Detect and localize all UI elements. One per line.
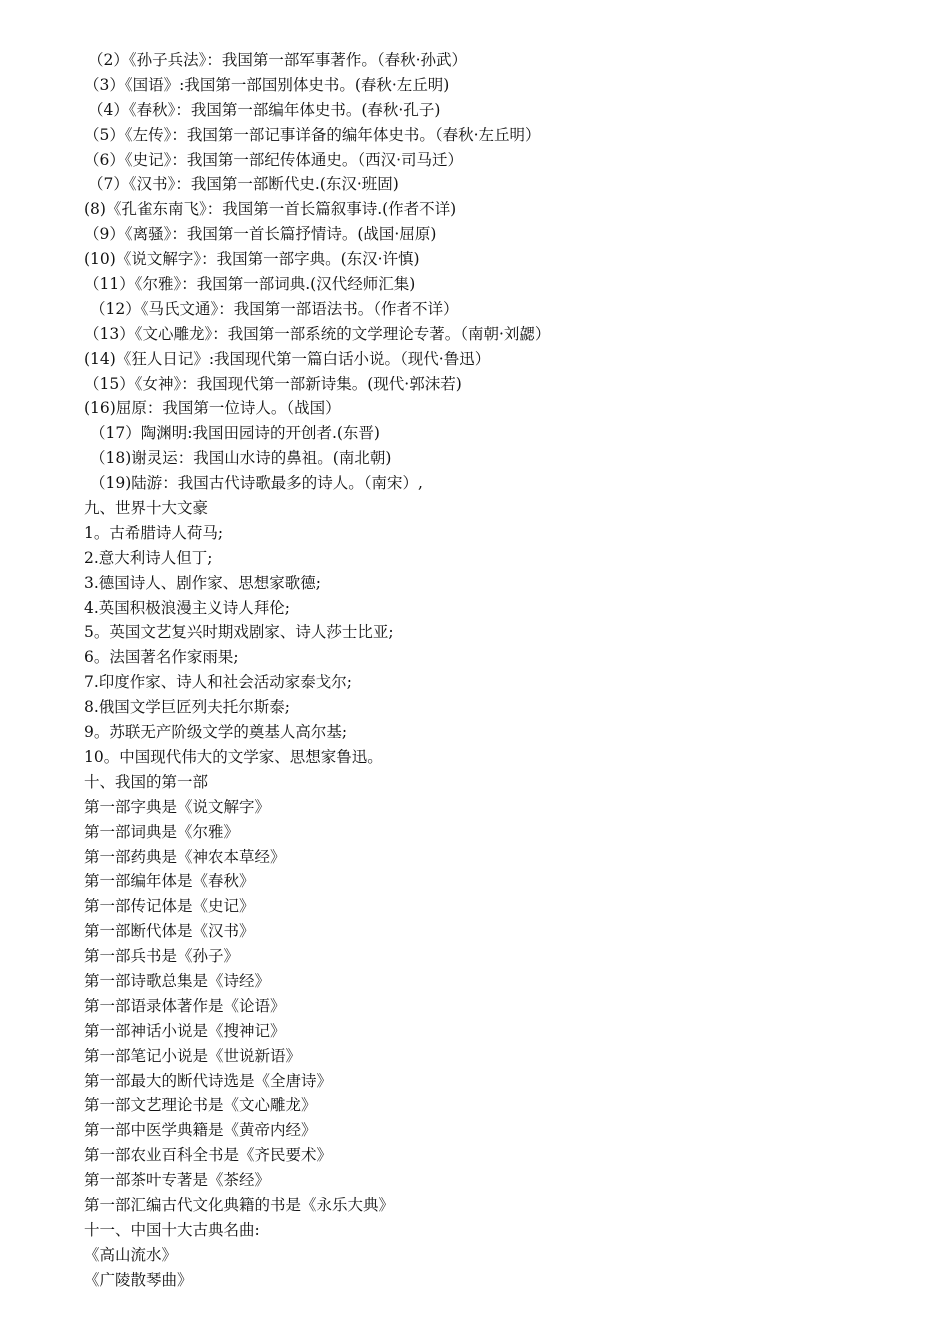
list-item: 第一部编年体是《春秋》 bbox=[84, 872, 255, 891]
list-item: 第一部语录体著作是《论语》 bbox=[84, 996, 286, 1015]
list-item: 第一部文艺理论书是《文心雕龙》 bbox=[84, 1096, 317, 1115]
list-item: （13）《文心雕龙》：我国第一部系统的文学理论专著。（南朝·刘勰） bbox=[84, 324, 551, 343]
list-item: （4）《春秋》：我国第一部编年体史书。(春秋·孔子) bbox=[88, 100, 441, 119]
list-item: （6）《史记》：我国第一部纪传体通史。（西汉·司马迁） bbox=[84, 150, 464, 169]
section-heading: 十、我国的第一部 bbox=[84, 772, 209, 791]
list-item: 第一部字典是《说文解字》 bbox=[84, 797, 271, 816]
list-item: 《高山流水》 bbox=[84, 1245, 178, 1264]
list-item: 第一部笔记小说是《世说新语》 bbox=[84, 1046, 302, 1065]
list-item: （7）《汉书》：我国第一部断代史.(东汉·班固) bbox=[88, 175, 399, 194]
section-heading: 十一、中国十大古典名曲: bbox=[84, 1220, 260, 1239]
list-item: （11）《尔雅》：我国第一部词典.(汉代经师汇集) bbox=[84, 275, 416, 294]
list-item: （12）《马氏文通》：我国第一部语法书。（作者不详） bbox=[90, 299, 459, 318]
section-heading: 九、世界十大文豪 bbox=[84, 499, 209, 518]
list-item: （15）《女神》：我国现代第一部新诗集。(现代·郭沫若) bbox=[84, 374, 462, 393]
list-item: 1。古希腊诗人荷马; bbox=[84, 523, 224, 542]
list-item: 第一部农业百科全书是《齐民要术》 bbox=[84, 1146, 333, 1165]
list-item: 第一部词典是《尔雅》 bbox=[84, 822, 240, 841]
list-item: 9。苏联无产阶级文学的奠基人高尔基; bbox=[84, 723, 348, 742]
list-item: 《广陵散琴曲》 bbox=[84, 1270, 193, 1289]
list-item: 第一部茶叶专著是《茶经》 bbox=[84, 1171, 271, 1190]
document-lines bbox=[0, 48, 950, 1293]
list-item: （9）《离骚》：我国第一首长篇抒情诗。(战国·屈原) bbox=[84, 225, 437, 244]
list-item: 第一部药典是《神农本草经》 bbox=[84, 847, 286, 866]
list-item: 10。中国现代伟大的文学家、思想家鲁迅。 bbox=[84, 747, 383, 766]
list-item: (10)《说文解字》：我国第一部字典。(东汉·许慎) bbox=[84, 250, 420, 269]
list-item: 第一部最大的断代诗选是《全唐诗》 bbox=[84, 1071, 333, 1090]
list-item: （17）陶渊明:我国田园诗的开创者.(东晋) bbox=[90, 424, 380, 443]
list-item: 第一部中医学典籍是《黄帝内经》 bbox=[84, 1121, 317, 1140]
list-item: 第一部诗歌总集是《诗经》 bbox=[84, 971, 271, 990]
list-item: 6。法国著名作家雨果; bbox=[84, 648, 239, 667]
list-item: （5）《左传》：我国第一部记事详备的编年体史书。（春秋·左丘明） bbox=[84, 125, 541, 144]
list-item: 4.英国积极浪漫主义诗人拜伦; bbox=[84, 598, 291, 617]
list-item: 5。英国文艺复兴时期戏剧家、诗人莎士比亚; bbox=[84, 623, 394, 642]
list-item: 第一部神话小说是《搜神记》 bbox=[84, 1021, 286, 1040]
list-item: 第一部传记体是《史记》 bbox=[84, 897, 255, 916]
list-item: (14)《狂人日记》:我国现代第一篇白话小说。（现代·鲁迅） bbox=[84, 349, 491, 368]
list-item: 第一部兵书是《孙子》 bbox=[84, 947, 240, 966]
list-item: 3.德国诗人、剧作家、思想家歌德; bbox=[84, 573, 322, 592]
list-item: 第一部断代体是《汉书》 bbox=[84, 922, 255, 941]
list-item: （3）《国语》:我国第一部国别体史书。(春秋·左丘明) bbox=[84, 75, 450, 94]
list-item: (16)屈原：我国第一位诗人。（战国） bbox=[84, 399, 341, 418]
list-item: 7.印度作家、诗人和社会活动家泰戈尔; bbox=[84, 673, 353, 692]
list-item: （18)谢灵运：我国山水诗的鼻祖。(南北朝) bbox=[90, 449, 392, 468]
list-item: (8)《孔雀东南飞》：我国第一首长篇叙事诗.(作者不详) bbox=[84, 200, 457, 219]
list-item: 8.俄国文学巨匠列夫托尔斯泰; bbox=[84, 698, 291, 717]
list-item: （2）《孙子兵法》：我国第一部军事著作。（春秋·孙武） bbox=[88, 51, 468, 69]
list-item: 2.意大利诗人但丁; bbox=[84, 548, 213, 567]
list-item: 第一部汇编古代文化典籍的书是《永乐大典》 bbox=[84, 1195, 395, 1214]
list-item: （19)陆游：我国古代诗歌最多的诗人。（南宋）, bbox=[90, 474, 423, 493]
